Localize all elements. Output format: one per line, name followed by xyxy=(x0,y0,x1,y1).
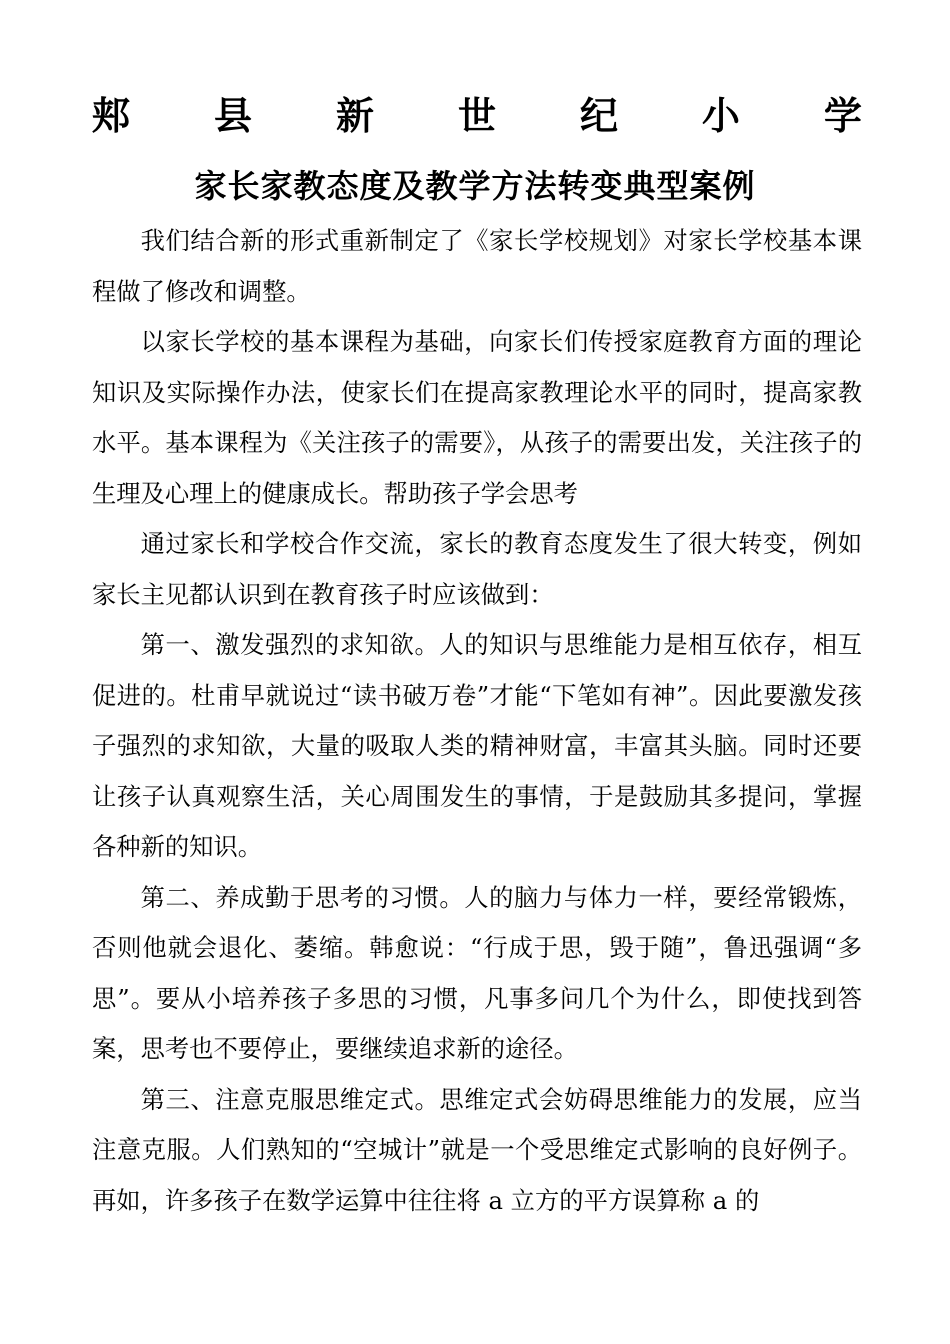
body-paragraph: 通过家长和学校合作交流，家长的教育态度发生了很大转变，例如家长主见都认识到在教育孩子时应该做到： xyxy=(92,529,862,609)
body-paragraph: 第一、激发强烈的求知欲。人的知识与思维能力是相互依存，相互促进的。杜甫早就说过“读书破万卷”才能“下笔如有神”。因此要激发孩子强烈的求知欲，大量的吸取人类的精神财富，丰富其头脑。同时还要让孩子认真观察生活，关心周围发生的事情，于是鼓励其多提问，掌握各种新的知识。 xyxy=(92,630,862,861)
document-body xyxy=(92,216,862,1226)
body-paragraph: 第二、养成勤于思考的习惯。人的脑力与体力一样，要经常锻炼，否则他就会退化、萎缩。韩愈说：“行成于思，毁于随”，鲁迅强调“多思”。要从小培养孩子多思的习惯，凡事多问几个为什么，即使找到答案，思考也不要停止，要继续追求新的途径。 xyxy=(92,882,862,1063)
body-paragraph: 我们结合新的形式重新制定了《家长学校规划》对家长学校基本课程做了修改和调整。 xyxy=(92,226,862,306)
school-name-char: 学 xyxy=(823,94,862,138)
school-name-heading xyxy=(92,90,862,142)
school-name-char: 郏 xyxy=(92,94,131,138)
school-name-char: 纪 xyxy=(579,94,618,138)
school-name-char: 县 xyxy=(213,94,252,138)
document-title: 家长家教态度及教学方法转变典型案例 xyxy=(194,167,756,205)
body-paragraph: 第三、注意克服思维定式。思维定式会妨碍思维能力的发展，应当注意克服。人们熟知的“空城计”就是一个受思维定式影响的良好例子。再如，许多孩子在数学运算中往往将 a 立方的平方误算称 a 的 xyxy=(92,1084,862,1215)
school-name-char: 世 xyxy=(457,94,496,138)
body-paragraph: 以家长学校的基本课程为基础，向家长们传授家庭教育方面的理论知识及实际操作办法，使家长们在提高家教理论水平的同时，提高家教水平。基本课程为《关注孩子的需要》，从孩子的需要出发，关注孩子的生理及心理上的健康成长。帮助孩子学会思考 xyxy=(92,327,862,508)
school-name-char: 新 xyxy=(335,94,374,138)
school-name-char: 小 xyxy=(701,94,740,138)
